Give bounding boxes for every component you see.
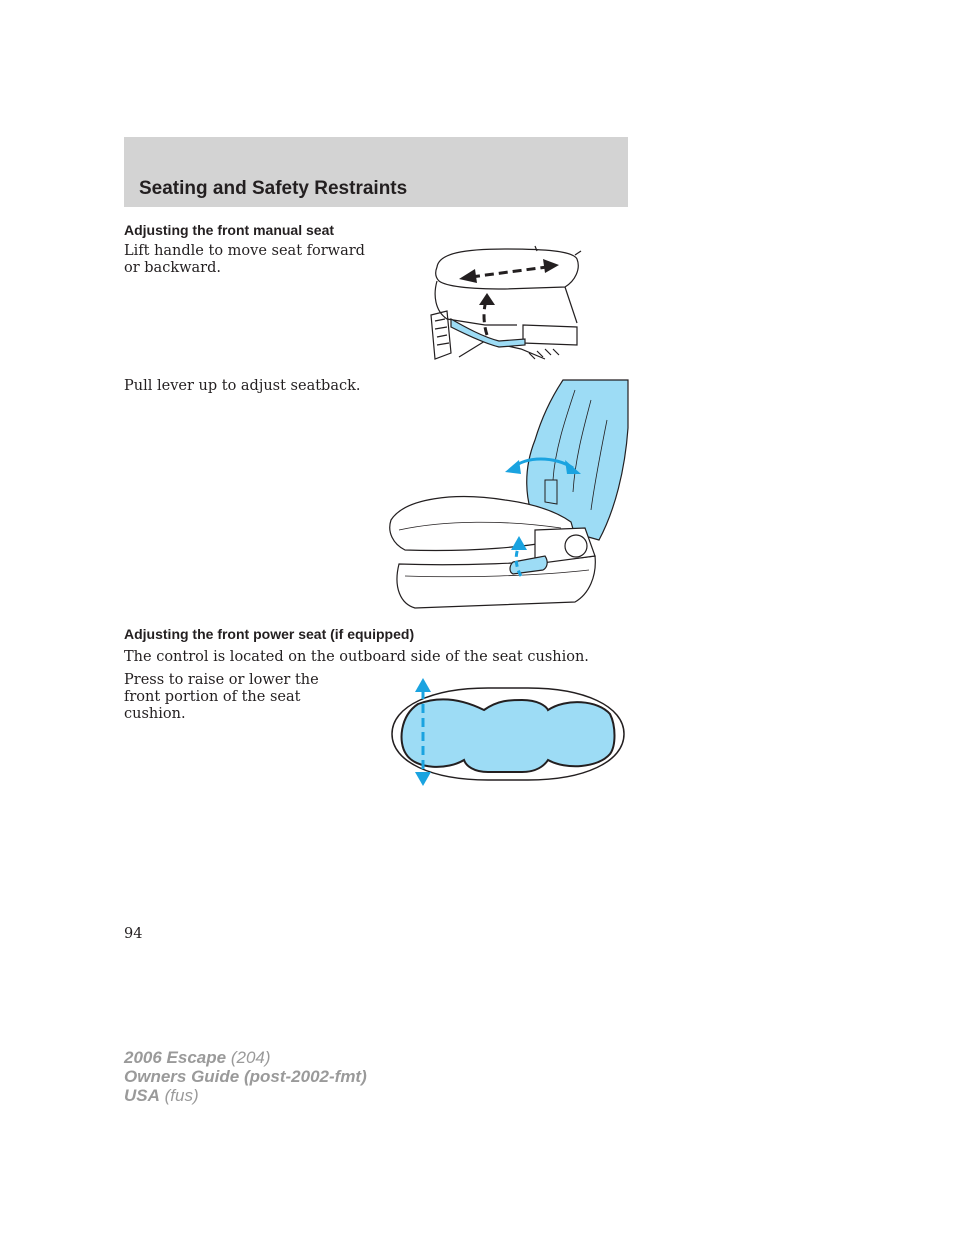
- footer-line-3: [124, 1086, 367, 1105]
- footer-market-code: (fus): [164, 1086, 199, 1105]
- document-footer: [124, 1048, 367, 1105]
- page-number: 94: [124, 926, 143, 942]
- power-seat-heading: Adjusting the front power seat (if equipped): [124, 626, 415, 642]
- seat-track-handle-illustration: [425, 245, 585, 363]
- footer-market: USA: [124, 1086, 160, 1105]
- manual-seat-instruction-1: Lift handle to move seat forward or backward.: [124, 243, 365, 276]
- seatback-recline-illustration: [385, 380, 631, 610]
- section-title: Seating and Safety Restraints: [139, 178, 408, 199]
- footer-model-code: (204): [230, 1048, 271, 1067]
- footer-model: 2006 Escape: [124, 1048, 227, 1067]
- manual-seat-heading: Adjusting the front manual seat: [124, 222, 335, 238]
- power-seat-control-illustration: [388, 674, 628, 790]
- footer-guide-title: Owners Guide (post-2002-fmt): [124, 1067, 367, 1086]
- power-seat-instruction: Press to raise or lower the front portion of the seat cushion.: [124, 672, 319, 722]
- manual-seat-instruction-2: Pull lever up to adjust seatback.: [124, 378, 361, 394]
- footer-line-1: [124, 1048, 367, 1067]
- power-seat-location-text: The control is located on the outboard side of the seat cushion.: [124, 649, 589, 665]
- footer-line-2: [124, 1067, 367, 1086]
